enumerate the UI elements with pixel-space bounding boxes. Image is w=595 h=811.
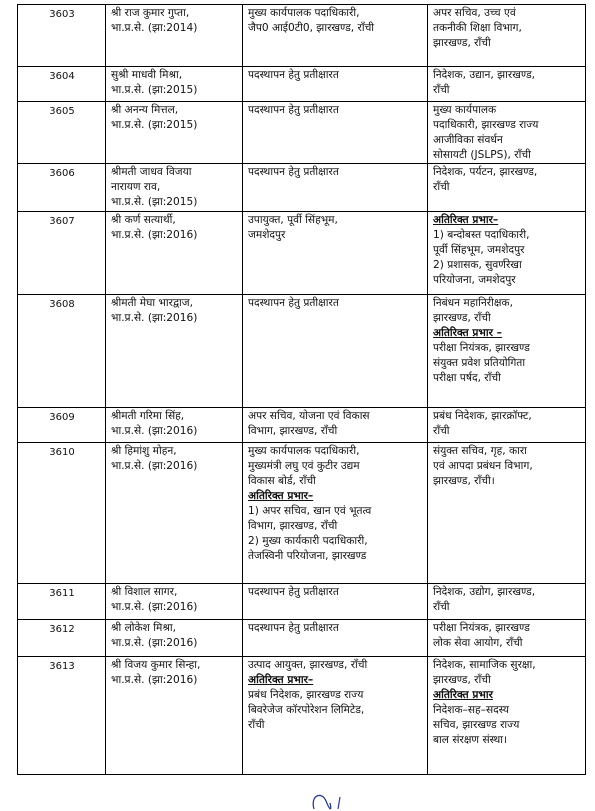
new-posting-line: निदेशक, उद्योग, झारखण्ड, [433, 586, 536, 598]
officer-name-line: श्री कर्ण सत्यार्थी, [111, 214, 176, 226]
additional-charge-heading: अतिरिक्त प्रभार – [433, 327, 502, 339]
serial-number: 3607 [18, 212, 106, 295]
officer-name-line: भा.प्र.से. (झा:2015) [111, 196, 198, 208]
new-posting-line: संयुक्त सचिव, गृह, कारा [433, 445, 527, 457]
current-posting-cell [243, 67, 428, 102]
table-row [18, 408, 586, 443]
new-posting-cell [428, 443, 586, 584]
current-posting-line: मुख्य कार्यपालक पदाधिकारी, [248, 7, 360, 19]
new-posting-cell [428, 295, 586, 408]
additional-charge-line: बाल संरक्षण संस्था। [433, 734, 508, 746]
officer-name-line: भा.प्र.से. (झा:2015) [111, 84, 198, 96]
current-posting-line: पदस्थापन हेतु प्रतीक्षारत [248, 586, 339, 598]
officer-name-line: भा.प्र.से. (झा:2015) [111, 119, 198, 131]
additional-charge-line: संयुक्त प्रवेश प्रतियोगिता [433, 357, 526, 369]
current-posting-line: विकास बोर्ड, राँची [248, 475, 316, 487]
new-posting-cell [428, 164, 586, 212]
new-posting-line: राँची [433, 84, 450, 96]
officer-name-line: श्रीमती गरिमा सिंह, [111, 410, 185, 422]
additional-charge-line: राँची [248, 719, 265, 731]
serial-number: 3613 [18, 657, 106, 775]
serial-number: 3603 [18, 5, 106, 67]
new-posting-line: झारखण्ड, राँची [433, 674, 491, 686]
additional-charge-heading: अतिरिक्त प्रभार– [248, 674, 314, 686]
officer-name-cell [106, 584, 243, 620]
current-posting-cell [243, 164, 428, 212]
current-posting-line: पदस्थापन हेतु प्रतीक्षारत [248, 622, 339, 634]
posting-table [17, 4, 586, 775]
current-posting-line: पदस्थापन हेतु प्रतीक्षारत [248, 297, 339, 309]
additional-charge-line: बिवरेजेज कॉरपोरेशन लिमिटेड, [248, 704, 365, 716]
serial-number: 3604 [18, 67, 106, 102]
current-posting-cell [243, 584, 428, 620]
current-posting-line: उत्पाद आयुक्त, झारखण्ड, राँची [248, 659, 368, 671]
current-posting-cell [243, 657, 428, 775]
new-posting-line: निदेशक, सामाजिक सुरक्षा, [433, 659, 536, 671]
additional-charge-heading: अतिरिक्त प्रभार– [248, 490, 314, 502]
officer-name-cell [106, 295, 243, 408]
additional-charge-line: विभाग, झारखण्ड, राँची [248, 520, 338, 532]
additional-charge-line: 1) बन्दोबस्त पदाधिकारी, [433, 229, 530, 241]
new-posting-line: मुख्य कार्यपालक [433, 104, 497, 116]
new-posting-line: झारखण्ड, राँची [433, 312, 491, 324]
serial-number: 3605 [18, 102, 106, 164]
additional-charge-line: निदेशक–सह–सदस्य [433, 704, 510, 716]
signature-mark [300, 789, 360, 811]
current-posting-cell [243, 212, 428, 295]
new-posting-cell [428, 408, 586, 443]
new-posting-line: लोक सेवा आयोग, राँची [433, 637, 523, 649]
officer-name-cell [106, 212, 243, 295]
new-posting-line: राँची [433, 425, 450, 437]
new-posting-cell [428, 657, 586, 775]
table-row [18, 620, 586, 657]
officer-name-line: श्री विशाल सागर, [111, 586, 178, 598]
officer-name-line: भा.प्र.से. (झा:2016) [111, 601, 198, 613]
new-posting-line: राँची [433, 181, 450, 193]
current-posting-line: जैप0 आई0टी0, झारखण्ड, राँची [248, 22, 375, 34]
officer-name-line: श्री लोकेश मिश्रा, [111, 622, 176, 634]
additional-charge-heading: अतिरिक्त प्रभार [433, 689, 493, 701]
new-posting-line: निदेशक, पर्यटन, झारखण्ड, [433, 166, 538, 178]
officer-name-line: श्रीमती मेघा भारद्वाज, [111, 297, 194, 309]
officer-name-line: श्री अनन्य मित्तल, [111, 104, 179, 116]
additional-charge-line: परीक्षा नियंत्रक, झारखण्ड [433, 342, 530, 354]
officer-name-line: श्री हिमांशु मोहन, [111, 445, 177, 457]
table-row [18, 102, 586, 164]
current-posting-line: अपर सचिव, योजना एवं विकास [248, 410, 370, 422]
current-posting-cell [243, 102, 428, 164]
officer-name-cell [106, 5, 243, 67]
new-posting-line: प्रबंध निदेशक, झारक्रॉफ्ट, [433, 410, 532, 422]
current-posting-line: पदस्थापन हेतु प्रतीक्षारत [248, 104, 339, 116]
new-posting-line: निदेशक, उद्यान, झारखण्ड, [433, 69, 535, 81]
officer-name-line: भा.प्र.से. (झा:2016) [111, 312, 198, 324]
table-row [18, 443, 586, 584]
serial-number: 3612 [18, 620, 106, 657]
additional-charge-line: परीक्षा पर्षद, राँची [433, 372, 501, 384]
current-posting-line: विभाग, झारखण्ड, राँची [248, 425, 338, 437]
new-posting-line: तकनीकी शिक्षा विभाग, [433, 22, 522, 34]
current-posting-cell [243, 443, 428, 584]
serial-number: 3606 [18, 164, 106, 212]
officer-name-cell [106, 620, 243, 657]
officer-name-line: श्री विजय कुमार सिन्हा, [111, 659, 201, 671]
new-posting-line: राँची [433, 601, 450, 613]
new-posting-cell [428, 5, 586, 67]
current-posting-line: मुख्यमंत्री लघु एवं कुटीर उद्यम [248, 460, 360, 472]
current-posting-line: उपायुक्त, पूर्वी सिंहभूम, [248, 214, 338, 226]
table-row [18, 657, 586, 775]
current-posting-cell [243, 5, 428, 67]
officer-name-line: भा.प्र.से. (झा:2016) [111, 460, 198, 472]
new-posting-line: एवं आपदा प्रबंधन विभाग, [433, 460, 533, 472]
serial-number: 3611 [18, 584, 106, 620]
table-row [18, 164, 586, 212]
officer-name-cell [106, 164, 243, 212]
table-row [18, 295, 586, 408]
new-posting-line: झारखण्ड, राँची [433, 37, 491, 49]
additional-charge-line: 2) मुख्य कार्यकारी पदाधिकारी, [248, 535, 368, 547]
current-posting-line: पदस्थापन हेतु प्रतीक्षारत [248, 69, 339, 81]
officer-name-line: सुश्री माधवी मिश्रा, [111, 69, 183, 81]
table-row [18, 584, 586, 620]
serial-number: 3610 [18, 443, 106, 584]
new-posting-cell [428, 212, 586, 295]
new-posting-line: सोसायटी (JSLPS), राँची [433, 149, 531, 161]
new-posting-cell [428, 102, 586, 164]
officer-name-cell [106, 102, 243, 164]
additional-charge-line: 2) प्रशासक, सुवर्णरेखा [433, 259, 522, 271]
officer-name-line: भा.प्र.से. (झा:2016) [111, 674, 198, 686]
additional-charge-line: 1) अपर सचिव, खान एवं भूतत्व [248, 505, 372, 517]
new-posting-line: निबंधन महानिरीक्षक, [433, 297, 513, 309]
officer-name-line: नारायण राव, [111, 181, 161, 193]
officer-name-line: भा.प्र.से. (झा:2016) [111, 229, 198, 241]
new-posting-line: परीक्षा नियंत्रक, झारखण्ड [433, 622, 530, 634]
officer-name-line: श्री राज कुमार गुप्ता, [111, 7, 190, 19]
additional-charge-line: पूर्वी सिंहभूम, जमशेदपुर [433, 244, 525, 256]
table-row [18, 212, 586, 295]
additional-charge-line: सचिव, झारखण्ड राज्य [433, 719, 520, 731]
serial-number: 3609 [18, 408, 106, 443]
additional-charge-heading: अतिरिक्त प्रभार– [433, 214, 499, 226]
officer-name-line: भा.प्र.से. (झा:2016) [111, 425, 198, 437]
officer-name-cell [106, 67, 243, 102]
current-posting-line: पदस्थापन हेतु प्रतीक्षारत [248, 166, 339, 178]
new-posting-line: अपर सचिव, उच्च एवं [433, 7, 516, 19]
current-posting-cell [243, 408, 428, 443]
officer-name-line: श्रीमती जाधव विजया [111, 166, 192, 178]
officer-name-cell [106, 408, 243, 443]
new-posting-cell [428, 620, 586, 657]
additional-charge-line: प्रबंध निदेशक, झारखण्ड राज्य [248, 689, 364, 701]
additional-charge-line: तेजस्विनी परियोजना, झारखण्ड [248, 550, 367, 562]
serial-number: 3608 [18, 295, 106, 408]
officer-name-line: भा.प्र.से. (झा:2016) [111, 637, 198, 649]
new-posting-line: झारखण्ड, राँची। [433, 475, 495, 487]
table-row [18, 5, 586, 67]
additional-charge-line: परियोजना, जमशेदपुर [433, 274, 516, 286]
officer-name-cell [106, 657, 243, 775]
officer-name-cell [106, 443, 243, 584]
table-row [18, 67, 586, 102]
current-posting-line: मुख्य कार्यपालक पदाधिकारी, [248, 445, 360, 457]
current-posting-cell [243, 620, 428, 657]
posting-table-body [18, 5, 586, 775]
current-posting-line: जमशेदपुर [248, 229, 286, 241]
new-posting-cell [428, 67, 586, 102]
officer-name-line: भा.प्र.से. (झा:2014) [111, 22, 198, 34]
new-posting-cell [428, 584, 586, 620]
current-posting-cell [243, 295, 428, 408]
new-posting-line: आजीविका संवर्धन [433, 134, 503, 146]
new-posting-line: पदाधिकारी, झारखण्ड राज्य [433, 119, 539, 131]
